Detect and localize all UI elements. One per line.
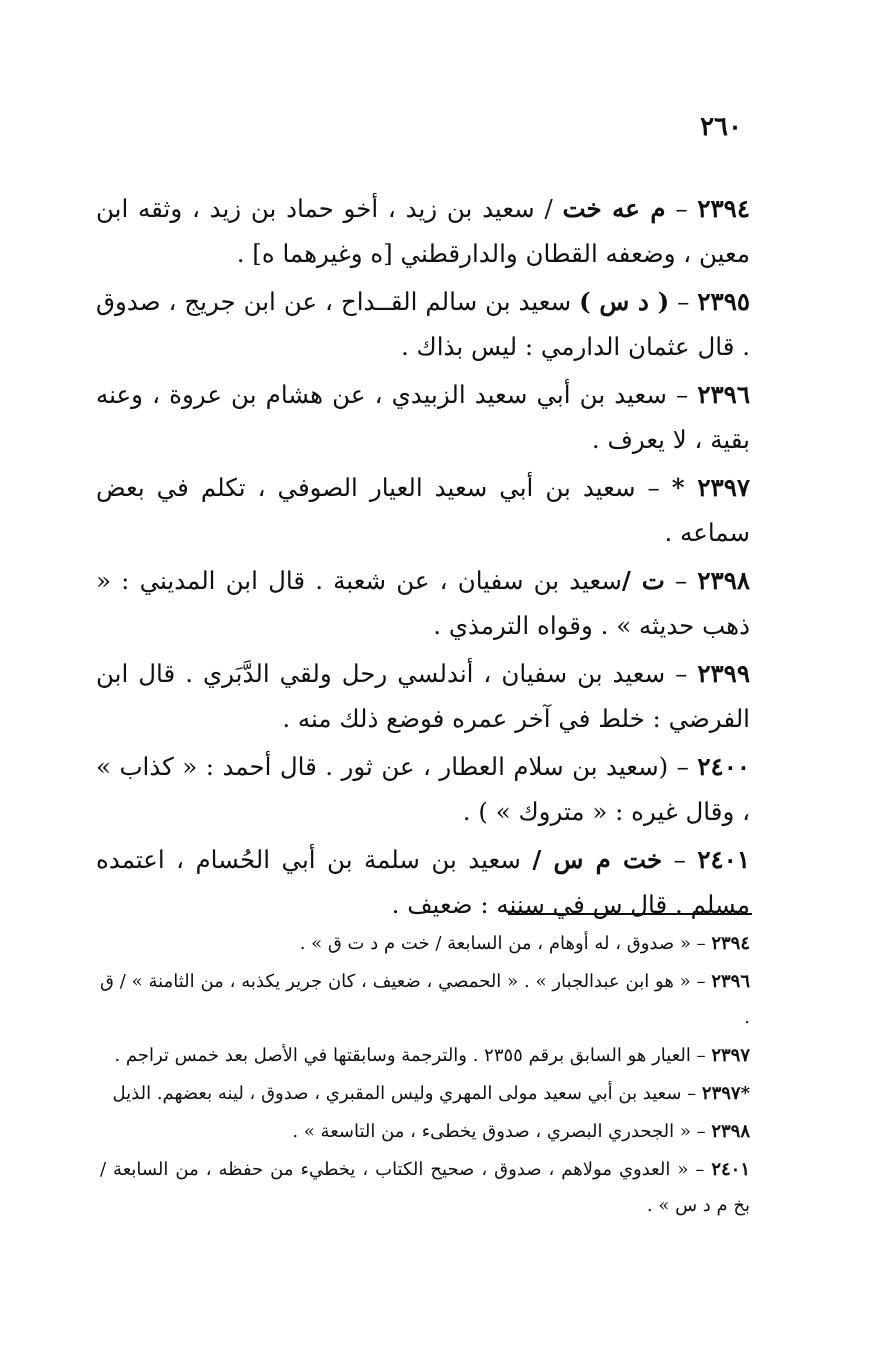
entry-number: ٢٣٩٦ [697,380,750,409]
entry-sigla: ( د س ) [579,287,670,316]
entry-number: ٢٣٩٥ [697,287,751,316]
entry-2396: ٢٣٩٦ – سعيد بن أبي سعيد الزبيدي ، عن هشام بن عروة ، وعنه بقية ، لا يعرف . [96,380,750,454]
entry-2399: ٢٣٩٩ – سعيد بن سفيان ، أندلسي رحل ولقي الدَّبَري . قال ابن الفرضي : خلط في آخر عمره فوضع ذلك منه . [96,659,750,733]
entry-text: سعيد بن أبي سعيد الزبيدي ، عن هشام بن عروة ، وعنه بقية ، لا يعرف . [96,380,750,454]
footnote-number: ٢٣٩٦ [711,971,750,992]
entry-text: سعيد بن سلمة بن أبي الحُسام ، اعتمده مسلم . قال س في سننه : ضعيف . [96,845,750,919]
footnote-number: ٢٣٩٧ [711,1045,750,1066]
footnote-2396: ٢٣٩٦ – « هو ابن عبدالجبار » . « الحمصي ، ضعيف ، كان جرير يكذبه ، من الثامنة » / ق . [100,971,750,1028]
entry-number: ٢٣٩٩ [697,659,750,688]
entry-2400: ٢٤٠٠ – (سعيد بن سلام العطار ، عن ثور . قال أحمد : « كذاب » ، وقال غيره : « متروك » ) . [96,752,751,826]
biography-entries [96,186,750,930]
entry-sigla: م عه خت [562,194,666,223]
entry-number: ٢٤٠٠ [697,752,751,781]
footnote-2401: ٢٤٠١ – « العدوي مولاهم ، صدوق ، صحيح الكتاب ، يخطيء من حفظه ، من السابعة / بخ م د س » . [100,1159,750,1216]
footnote-number: ٢٣٩٤ [711,933,750,954]
footnote-text: العيار هو السابق برقم ٢٣٥٥ . والترجمة وسابقتها في الأصل بعد خمس تراجم . [114,1045,691,1066]
entry-text: سعيد بن أبي سعيد العيار الصوفي ، تكلم في بعض سماعه . [96,473,750,547]
footnote-text: « صدوق ، له أوهام ، من السابعة / خت م د ت ق » . [299,933,691,954]
entry-number: ٢٣٩٤ [697,194,750,223]
entry-2401: ٢٤٠١ – خت م س / سعيد بن سلمة بن أبي الحُسام ، اعتمده مسلم . قال س في سننه : ضعيف . [96,845,750,919]
entry-text: سعيد بن زيد ، أخو حماد بن زيد ، وثقه ابن معين ، وضعفه القطان والدارقطني [ه وغيرهما ه] . [96,194,750,268]
entry-2397: ٢٣٩٧ * – سعيد بن أبي سعيد العيار الصوفي ، تكلم في بعض سماعه . [96,473,751,547]
entry-text: سعيد بن سالم القــداح ، عن ابن جريج ، صدوق . قال عثمان الدارمي : ليس بذاك . [96,287,750,361]
footnote-2398: ٢٣٩٨ – « الجحدري البصري ، صدوق يخطىء ، من التاسعة » . [292,1121,750,1142]
entry-sigla: ت / [621,566,665,595]
footnote-2397: ٢٣٩٧ – العيار هو السابق برقم ٢٣٥٥ . والترجمة وسابقتها في الأصل بعد خمس تراجم . [114,1045,750,1066]
entry-text: سعيد بن سفيان ، عن شعبة . قال ابن المديني : « ذهب حديثه » . وقواه الترمذي . [96,566,750,640]
page-number: ٢٦٠ [700,112,742,142]
footnote-number: *٢٣٩٧ [701,1083,750,1104]
footnote-number: ٢٤٠١ [711,1159,750,1180]
entry-2398: ٢٣٩٨ – ت /سعيد بن سفيان ، عن شعبة . قال ابن المديني : « ذهب حديثه » . وقواه الترمذي . [96,566,751,640]
footnote-text: سعيد بن أبي سعيد مولى المهري وليس المقبري ، صدوق ، لينه بعضهم. الذيل [112,1083,682,1104]
footnote-number: ٢٣٩٨ [711,1121,750,1142]
entry-2394: ٢٣٩٤ – م عه خت / سعيد بن زيد ، أخو حماد بن زيد ، وثقه ابن معين ، وضعفه القطان والدارقطني [ه وغيرهما ه] . [96,194,750,268]
footnote-text: « الجحدري البصري ، صدوق يخطىء ، من التاسعة » . [292,1121,691,1142]
footnote-2394: ٢٣٩٤ – « صدوق ، له أوهام ، من السابعة / خت م د ت ق » . [299,933,750,954]
entry-2395: ٢٣٩٥ – ( د س ) سعيد بن سالم القــداح ، عن ابن جريج ، صدوق . قال عثمان الدارمي : ليس بذاك . [96,287,751,361]
entry-number: ٢٣٩٧ * [671,473,751,502]
entry-text: سعيد بن سفيان ، أندلسي رحل ولقي الدَّبَري . قال ابن الفرضي : خلط في آخر عمره فوضع ذلك منه . [96,659,750,733]
footnote-text: « هو ابن عبدالجبار » . « الحمصي ، ضعيف ، كان جرير يكذبه ، من الثامنة » / ق . [100,971,750,1028]
entry-sigla: خت م س / [532,845,663,874]
entry-number: ٢٤٠١ [697,845,750,874]
footnote-text: « العدوي مولاهم ، صدوق ، صحيح الكتاب ، يخطيء من حفظه ، من السابعة / بخ م د س » . [100,1159,750,1216]
entry-number: ٢٣٩٨ [697,566,751,595]
footnote-separator [508,913,752,915]
footnotes [100,926,750,1226]
entry-text: (سعيد بن سلام العطار ، عن ثور . قال أحمد : « كذاب » ، وقال غيره : « متروك » ) . [96,752,750,826]
footnote-2397-star: *٢٣٩٧ – سعيد بن أبي سعيد مولى المهري وليس المقبري ، صدوق ، لينه بعضهم. الذيل [112,1083,750,1104]
